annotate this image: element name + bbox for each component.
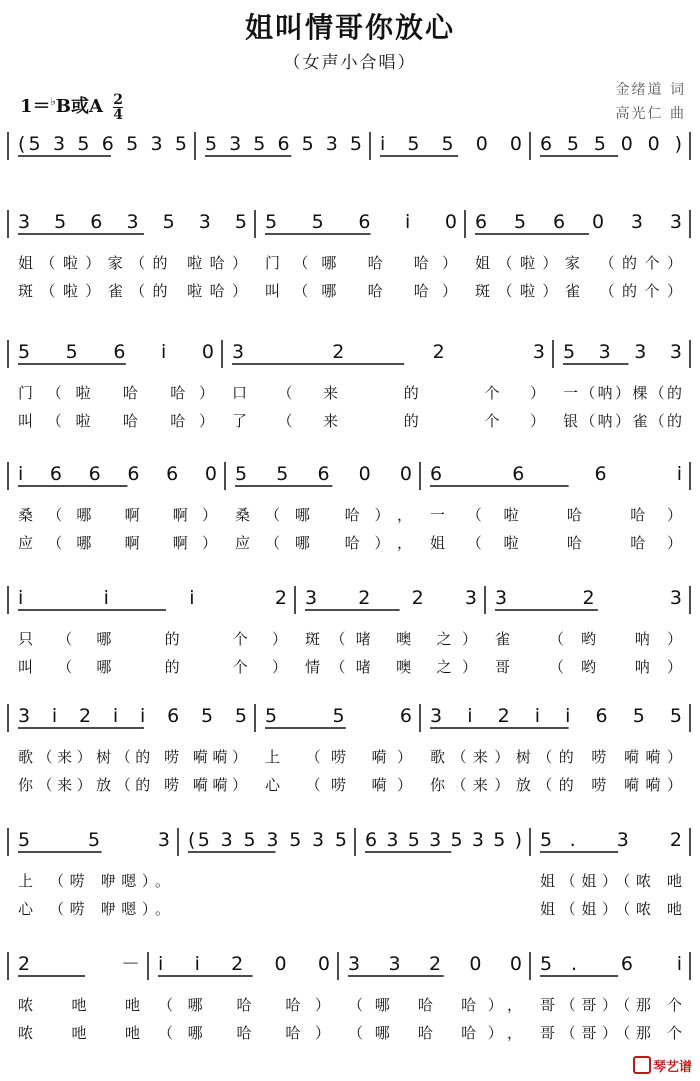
lyric-line-1: 口（来 的 个） bbox=[232, 384, 545, 402]
logo-text: 琴艺谱 bbox=[652, 1060, 692, 1075]
lyric-line-2: 哥 （哟 呐） bbox=[495, 658, 682, 676]
lyric-line-1: 一（啦 哈 哈） bbox=[430, 506, 682, 524]
lyric-line-1: 桑（哪 啊 啊） bbox=[18, 506, 217, 524]
note-group: 6 5 5 0 0 ) bbox=[540, 133, 682, 155]
lyric-line-2: 斑（啦）雀 （的个） bbox=[475, 282, 682, 300]
note-group: (5 3 5 6 5 3 5 bbox=[18, 133, 187, 155]
note-group: i 6 6 6 6 0 bbox=[18, 463, 217, 485]
lyric-line-1: 只（哪 的 个） bbox=[18, 630, 287, 648]
lyric-line-2: 哥（哥）（那 个 bbox=[540, 1024, 682, 1042]
note-group: 3 2 3 bbox=[495, 587, 682, 609]
time-bottom: 4 bbox=[113, 106, 123, 123]
note-group: i i i 2 bbox=[18, 587, 287, 609]
lyric-line-1: 斑（啫 噢 之） bbox=[305, 630, 477, 648]
time-top: 2 bbox=[113, 91, 123, 108]
lyric-line-2: 心 （唠 嗬） bbox=[265, 776, 412, 794]
lyric-line-1: 门（啦 哈 哈） bbox=[18, 384, 214, 402]
flat-sign: ♭ bbox=[50, 95, 56, 108]
key-rest: B或A bbox=[55, 96, 103, 117]
note-group: 3 i 2 i i 6 5 5 bbox=[430, 705, 682, 727]
key-prefix: 1＝ bbox=[20, 96, 51, 117]
lyric-line-1: 歌（来）树（的 唠 嗬嗬） bbox=[430, 748, 682, 766]
note-group: 5 5 6 bbox=[265, 705, 412, 727]
lyric-line-2: 情（啫 噢 之） bbox=[305, 658, 477, 676]
note-group: 5 5 6 i 0 bbox=[18, 341, 214, 363]
logo-icon bbox=[633, 1056, 651, 1074]
lyric-line-2: 应（哪 哈）， bbox=[235, 534, 412, 552]
note-group: 5 3 5 6 5 3 5 bbox=[205, 133, 362, 155]
note-group: i 5 5 0 0 bbox=[380, 133, 522, 155]
note-group: (5 3 5 3 5 3 5 bbox=[188, 829, 347, 851]
lyric-line-1: 桑（哪 哈）， bbox=[235, 506, 412, 524]
page-title: 姐叫情哥你放心 bbox=[244, 11, 455, 44]
lyric-line-1: 一（呐）棵（的 bbox=[563, 384, 682, 402]
lyric-line-2: 银（呐）雀（的 bbox=[563, 412, 682, 430]
lyric-line-2: （哪 哈 哈）， bbox=[348, 1024, 522, 1042]
lyric-line-1: （哪 哈 哈）， bbox=[348, 996, 522, 1014]
note-group: i i 2 0 0 bbox=[158, 953, 330, 975]
lyric-line-2: 叫（啦 哈 哈） bbox=[18, 412, 214, 430]
note-group: 3 3 2 0 0 bbox=[348, 953, 522, 975]
note-group: 5 5 6 i 0 bbox=[265, 211, 457, 233]
site-logo bbox=[633, 1056, 692, 1075]
lyric-line-2: 你（来）放（的 唠 嗬嗬） bbox=[18, 776, 247, 794]
note-group: 6 5 6 0 3 3 bbox=[475, 211, 682, 233]
lyric-line-1: 哥（哥）（那 个 bbox=[540, 996, 682, 1014]
lyric-line-1: 姐（姐）（哝 吔 bbox=[540, 872, 682, 890]
page-subtitle: （女声小合唱） bbox=[283, 53, 417, 73]
lyric-line-2: 哝吔吔 bbox=[18, 1024, 140, 1042]
lyric-line-1: 歌（来）树（的 唠 嗬嗬） bbox=[18, 748, 247, 766]
note-group: 5 3 3 3 bbox=[563, 341, 682, 363]
lyric-line-2: 斑（啦）雀（的 啦哈） bbox=[18, 282, 247, 300]
lyric-line-2: 姐（姐）（哝 吔 bbox=[540, 900, 682, 918]
lyric-line-2: 叫（哪 的 个） bbox=[18, 658, 287, 676]
note-group: 5. 3 2 bbox=[540, 829, 682, 851]
note-group: 5 5 6 0 0 bbox=[235, 463, 412, 485]
note-group: 5. 6 i bbox=[540, 953, 682, 975]
note-group: 3 2 2 3 bbox=[232, 341, 545, 363]
lyric-line-2: （哪 哈 哈） bbox=[158, 1024, 330, 1042]
lyric-line-1: 雀 （哟 呐） bbox=[495, 630, 682, 648]
note-group: 5 5 3 bbox=[18, 829, 170, 851]
lyric-line-2: 叫（哪 哈 哈） bbox=[265, 282, 457, 300]
lyric-line-1: 哝吔吔 bbox=[18, 996, 140, 1014]
note-group: 3 i 2 i i 6 5 5 bbox=[18, 705, 247, 727]
lyric-line-2: 应（哪 啊 啊） bbox=[18, 534, 217, 552]
lyric-line-2: 你（来）放（的 唠 嗬嗬） bbox=[430, 776, 682, 794]
note-group: 3 2 2 3 bbox=[305, 587, 477, 609]
lyric-line-1: 姐（啦）家（的 啦哈） bbox=[18, 254, 247, 272]
lyric-line-1: 门（哪 哈 哈） bbox=[265, 254, 457, 272]
lyric-line-1: 上 （唠 嗬） bbox=[265, 748, 412, 766]
lyric-line-2: 姐（啦 哈 哈） bbox=[430, 534, 682, 552]
lyric-line-2: 心 （唠 咿嗯）。 bbox=[18, 900, 170, 918]
note-group: 3 5 6 3 5 3 5 bbox=[18, 211, 247, 233]
lyric-line-1: 上 （唠 咿嗯）。 bbox=[18, 872, 170, 890]
lyric-line-1: 姐（啦）家 （的个） bbox=[475, 254, 682, 272]
note-group: 2 － bbox=[18, 953, 140, 975]
composer: 高光仁 曲 bbox=[615, 106, 686, 122]
lyricist: 金绪道 词 bbox=[615, 82, 686, 98]
lyric-line-2: 了（来 的 个） bbox=[232, 412, 545, 430]
note-group: 6 6 6 i bbox=[430, 463, 682, 485]
note-group: 6 3 5 3 5 3 5 ) bbox=[365, 829, 522, 851]
lyric-line-1: （哪 哈 哈） bbox=[158, 996, 330, 1014]
